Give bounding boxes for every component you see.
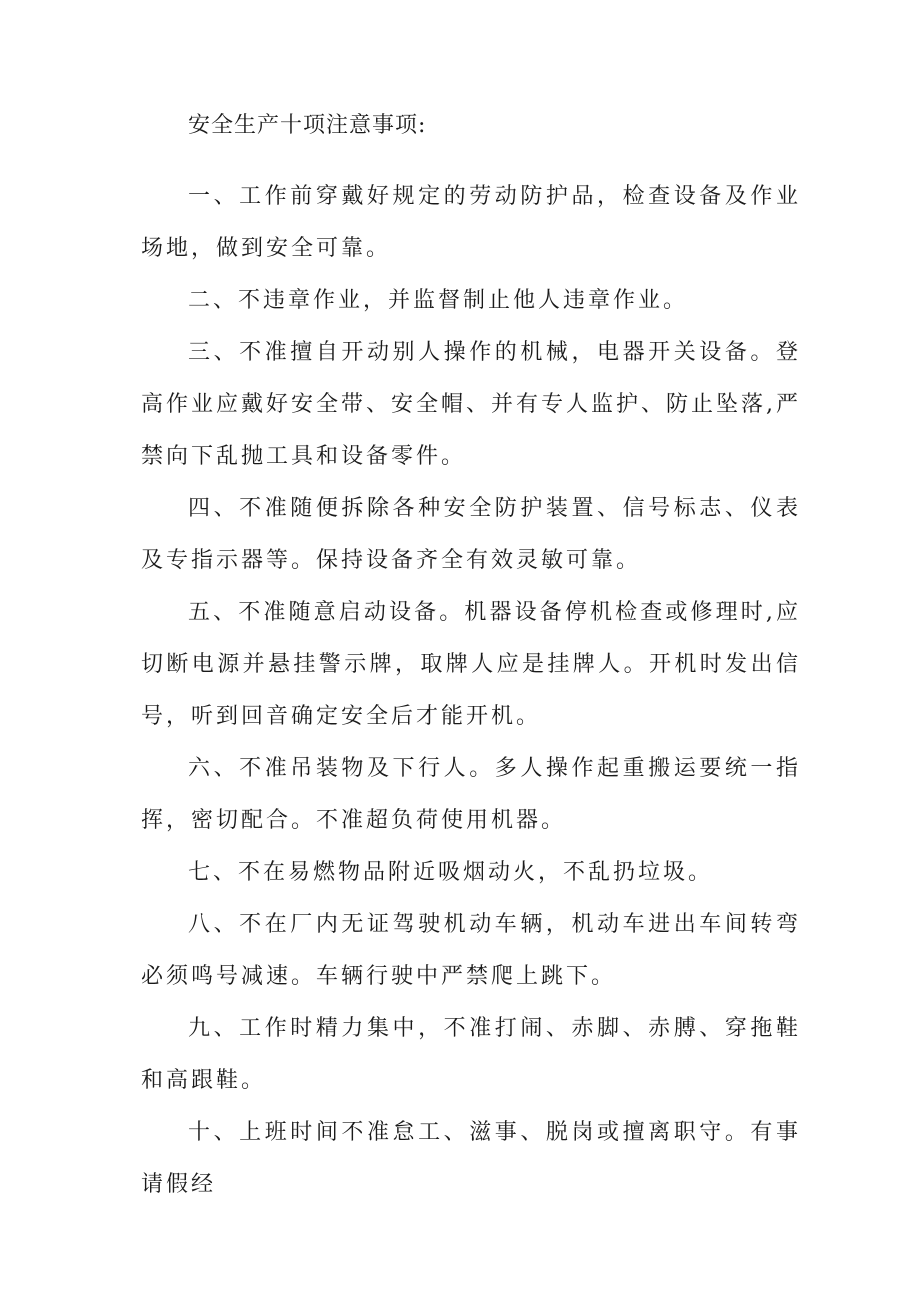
list-item-8: 八、不在厂内无证驾驶机动车辆，机动车进出车间转弯必须鸣号减速。车辆行驶中严禁爬上跳下。 (141, 912, 801, 989)
page-title: 安全生产十项注意事项: (188, 113, 427, 138)
list-item-1: 一、工作前穿戴好规定的劳动防护品，检查设备及作业场地，做到安全可靠。 (141, 184, 801, 261)
list-item-4: 四、不准随便拆除各种安全防护装置、信号标志、仪表及专指示器等。保持设备齐全有效灵敏可靠。 (141, 496, 801, 573)
list-item-9: 九、工作时精力集中，不准打闹、赤脚、赤膊、穿拖鞋和高跟鞋。 (141, 1016, 801, 1093)
list-item-7: 七、不在易燃物品附近吸烟动火，不乱扔垃圾。 (188, 860, 714, 885)
list-item-6: 六、不准吊装物及下行人。多人操作起重搬运要统一指挥，密切配合。不准超负荷使用机器。 (141, 756, 801, 833)
list-item-5: 五、不准随意启动设备。机器设备停机检查或修理时,应切断电源并悬挂警示牌，取牌人应是挂牌人。开机时发出信号，听到回音确定安全后才能开机。 (141, 600, 801, 729)
list-item-2: 二、不违章作业，并监督制止他人违章作业。 (188, 288, 689, 313)
list-item-10: 十、上班时间不准怠工、滋事、脱岗或擅离职守。有事请假经 (141, 1120, 801, 1197)
list-item-3: 三、不准擅自开动别人操作的机械，电器开关设备。登高作业应戴好安全带、安全帽、并有专人监护、防止坠落,严禁向下乱抛工具和设备零件。 (141, 340, 801, 469)
